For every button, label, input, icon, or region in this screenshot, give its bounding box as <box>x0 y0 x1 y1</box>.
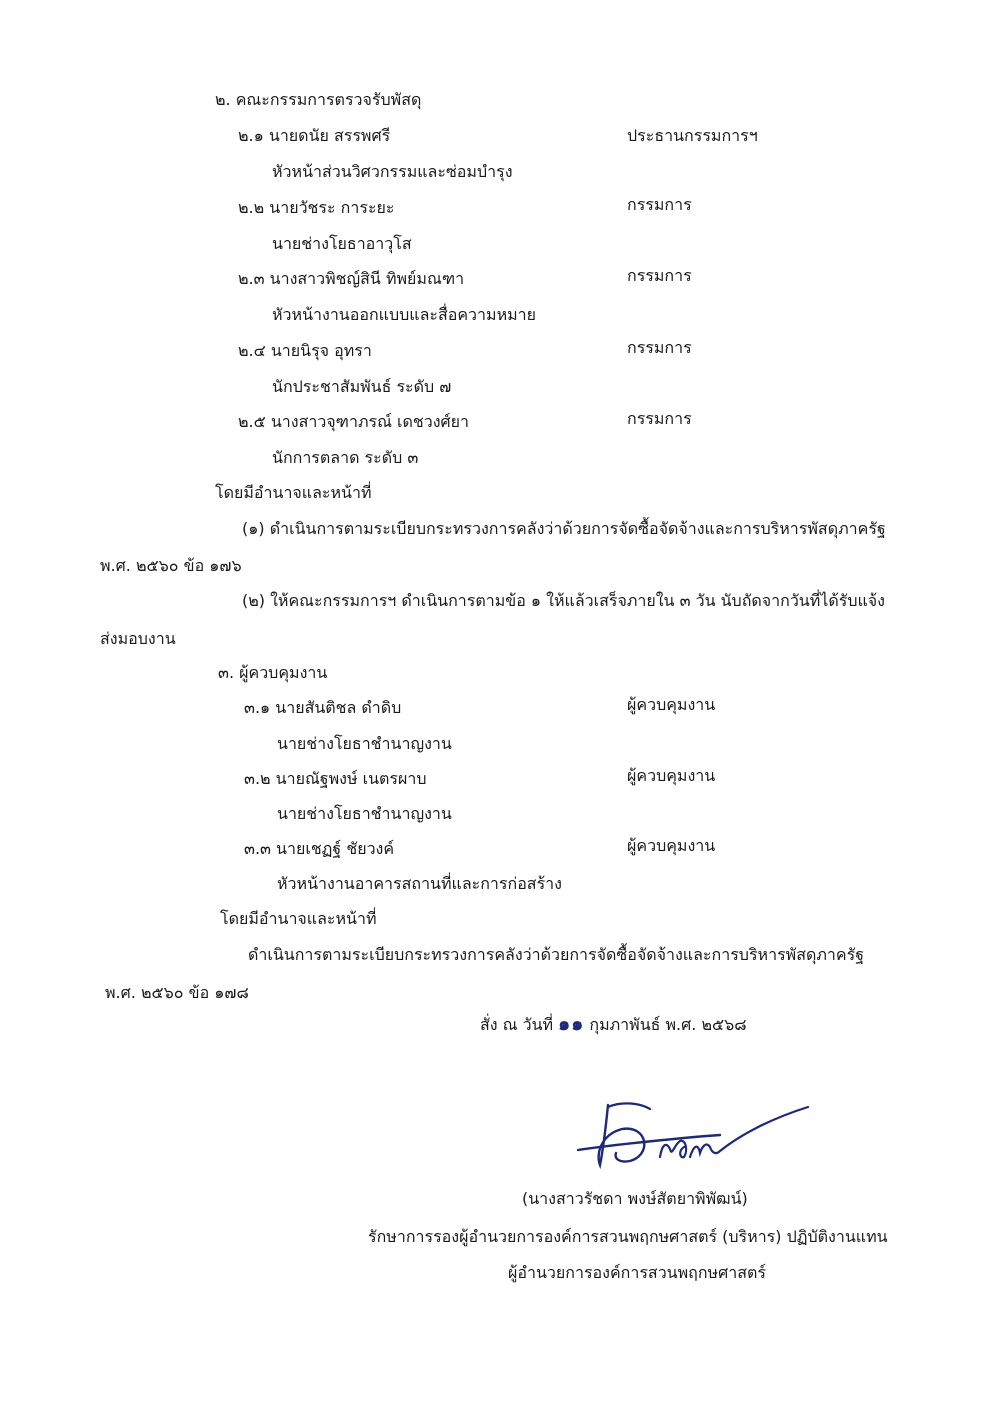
order-date <box>480 1013 747 1036</box>
duty-text: พ.ศ. ๒๕๖๐ ข้อ ๑๗๖ <box>100 556 242 575</box>
member-position: นายช่างโยธาชำนาญงาน <box>277 804 452 823</box>
section2-heading: ๒. คณะกรรมการตรวจรับพัสดุ <box>215 90 422 109</box>
member-position: หัวหน้างานอาคารสถานที่และการก่อสร้าง <box>277 874 562 893</box>
duty-text: (๑) ดำเนินการตามระเบียบกระทรวงการคลังว่าด้วยการจัดซื้อจัดจ้างและการบริหารพัสดุภาครัฐ <box>242 519 886 538</box>
duty-text: ส่งมอบงาน <box>100 629 176 648</box>
member-role: ผู้ควบคุมงาน <box>627 695 716 714</box>
member-name: ๓.๑ นายสันติชล ดำดิบ <box>244 698 402 717</box>
member-name: ๓.๓ นายเชฏฐ์ ชัยวงค์ <box>244 839 395 858</box>
duty-text: (๒) ให้คณะกรรมการฯ ดำเนินการตามข้อ ๑ ให้แล้วเสร็จภายใน ๓ วัน นับถัดจากวันที่ได้รับแจ้ง <box>242 591 885 610</box>
member-role: กรรมการ <box>627 195 692 214</box>
member-position: นักการตลาด ระดับ ๓ <box>272 448 419 467</box>
authority-heading: โดยมีอำนาจและหน้าที่ <box>220 909 377 928</box>
authority-heading: โดยมีอำนาจและหน้าที่ <box>215 483 372 502</box>
section3-heading: ๓. ผู้ควบคุมงาน <box>218 663 328 682</box>
signatory-name: (นางสาวรัชดา พงษ์สัตยาพิพัฒน์) <box>522 1189 748 1208</box>
member-role: ผู้ควบคุมงาน <box>627 766 716 785</box>
member-position: นายช่างโยธาชำนาญงาน <box>277 734 452 753</box>
member-role: กรรมการ <box>627 409 692 428</box>
order-date-suffix: กุมภาพันธ์ พ.ศ. ๒๕๖๘ <box>589 1015 747 1034</box>
member-position: หัวหน้างานออกแบบและสื่อความหมาย <box>272 305 537 324</box>
duty-text: ดำเนินการตามระเบียบกระทรวงการคลังว่าด้วยการจัดซื้อจัดจ้างและการบริหารพัสดุภาครัฐ <box>248 945 865 964</box>
member-role: กรรมการ <box>627 338 692 357</box>
member-name: ๒.๔ นายนิรุจ อุทรา <box>238 341 372 360</box>
member-position: นายช่างโยธาอาวุโส <box>272 234 412 253</box>
signatory-title: รักษาการรองผู้อำนวยการองค์การสวนพฤกษศาสตร์ (บริหาร) ปฏิบัติงานแทน <box>368 1227 888 1246</box>
member-position: นักประชาสัมพันธ์ ระดับ ๗ <box>272 377 452 396</box>
member-name: ๒.๑ นายดนัย สรรพศรี <box>238 126 391 145</box>
order-date-prefix: สั่ง ณ วันที่ <box>480 1015 554 1034</box>
member-name: ๒.๓ นางสาวพิชญ์สินี ทิพย์มณฑา <box>238 269 465 288</box>
member-role: ประธานกรรมการฯ <box>627 126 758 145</box>
member-name: ๒.๒ นายวัชระ การะยะ <box>238 198 395 217</box>
member-role: กรรมการ <box>627 266 692 285</box>
member-position: หัวหน้าส่วนวิศวกรรมและซ่อมบำรุง <box>272 162 513 181</box>
duty-text: พ.ศ. ๒๕๖๐ ข้อ ๑๗๘ <box>105 983 249 1002</box>
member-name: ๒.๕ นางสาวจุฑาภรณ์ เดชวงศ์ยา <box>238 412 470 431</box>
signature-image <box>570 1095 815 1175</box>
signatory-title: ผู้อำนวยการองค์การสวนพฤกษศาสตร์ <box>508 1263 766 1282</box>
member-name: ๓.๒ นายณัฐพงษ์ เนตรผาบ <box>244 769 427 788</box>
member-role: ผู้ควบคุมงาน <box>627 836 716 855</box>
order-date-day: ๑๑ <box>558 1013 585 1035</box>
